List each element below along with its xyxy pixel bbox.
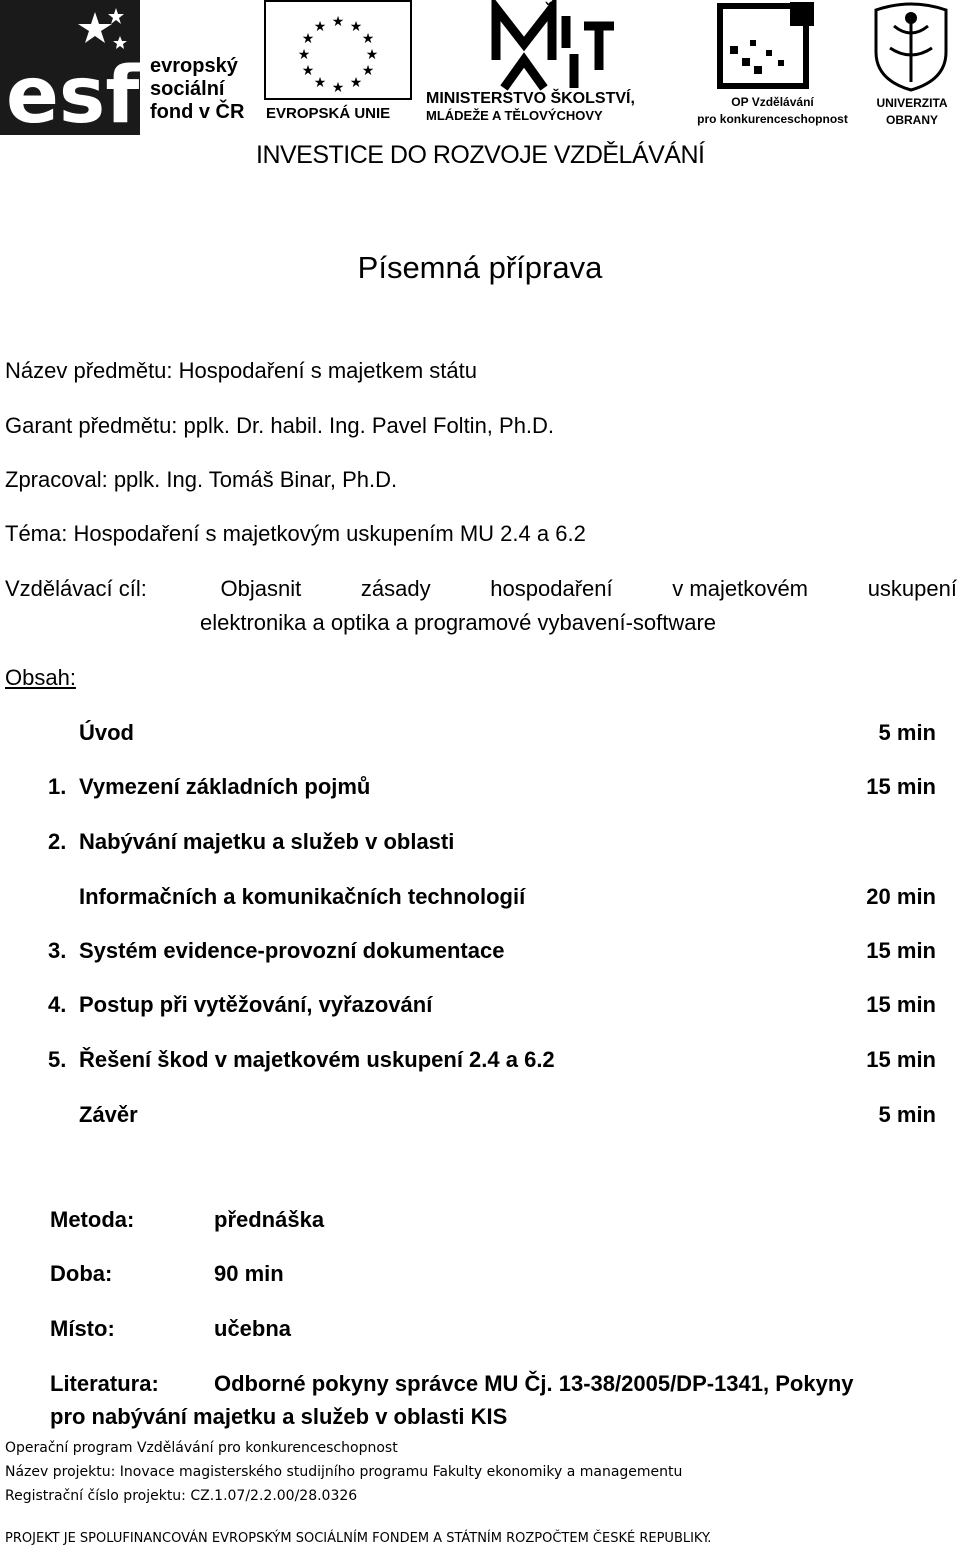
svg-text:★: ★ (313, 19, 327, 35)
item-time: 15 min (866, 1047, 936, 1072)
svg-text:★: ★ (301, 31, 315, 47)
shield-icon (866, 0, 956, 92)
svg-text:★: ★ (365, 47, 379, 63)
item-number: 5. (48, 1047, 67, 1072)
guarantor-line: Garant předmětu: pplk. Dr. habil. Ing. Pavel Foltin, Ph.D. (5, 413, 555, 438)
svg-text:esf: esf (6, 51, 140, 135)
item-time: 5 min (878, 1102, 936, 1127)
svg-text:★: ★ (313, 75, 327, 91)
op-line: pro konkurenceschopnost (697, 112, 848, 126)
investice-banner: INVESTICE DO ROZVOJE VZDĚLÁVÁNÍ (256, 141, 705, 169)
esf-logo-mark (0, 0, 140, 135)
op-text (690, 94, 855, 128)
goal-word: hospodaření (490, 576, 613, 601)
item-text: Vymezení základních pojmů (79, 774, 371, 799)
univerzita-text (866, 95, 958, 129)
svg-text:★: ★ (361, 63, 375, 79)
svg-text:★: ★ (361, 31, 375, 47)
goal-label: Vzdělávací cíl: (5, 576, 147, 601)
goal-word: Objasnit (220, 576, 302, 601)
footer-cofinancing: PROJEKT JE SPOLUFINANCOVÁN EVROPSKÝM SOCIÁLNÍM FONDEM A STÁTNÍM ROZPOČTEM ČESKÉ REPUBLIKY. (5, 1531, 712, 1546)
place-label: Místo: (50, 1316, 115, 1341)
msmt-line: MINISTERSTVO ŠKOLSTVÍ, (426, 90, 635, 107)
univerzita-line: OBRANY (885, 113, 938, 127)
subject-line: Název předmětu: Hospodaření s majetkem státu (5, 358, 478, 383)
duration-label: Doba: (50, 1261, 113, 1286)
item-number: 3. (48, 938, 67, 963)
footer-program: Operační program Vzdělávání pro konkurenceschopnost (5, 1440, 398, 1456)
msmt-mark (424, 0, 684, 92)
literature-line-1: Odborné pokyny správce MU Čj. 13-38/2005/DP-1341, Pokyny (214, 1371, 854, 1396)
goal-word: v majetkovém (672, 576, 809, 601)
msmt-line: MLÁDEŽE A TĚLOVÝCHOVY (426, 108, 603, 123)
goal-line (5, 576, 957, 602)
page-title: Písemná příprava (357, 250, 603, 285)
duration-value: 90 min (214, 1261, 284, 1286)
item-time: 20 min (866, 884, 936, 909)
literature-label: Literatura: (50, 1371, 159, 1396)
svg-text:★: ★ (297, 47, 311, 63)
eu-flag (264, 0, 412, 100)
esf-line: sociální (150, 78, 225, 100)
op-logo (690, 0, 855, 130)
msmt-text (426, 90, 635, 124)
author-line: Zpracoval: pplk. Ing. Tomáš Binar, Ph.D. (5, 467, 398, 492)
item-time: 15 min (866, 938, 936, 963)
eu-logo (264, 0, 414, 130)
item-number: 4. (48, 992, 67, 1017)
goal-word: zásady (360, 576, 431, 601)
item-text: Postup při vytěžování, vyřazování (79, 992, 433, 1017)
item-text: Nabývání majetku a služeb v oblasti (79, 829, 455, 854)
place-value: učebna (214, 1316, 292, 1341)
footer-registration: Registrační číslo projektu: CZ.1.07/2.2.00/28.0326 (5, 1488, 358, 1504)
item-text: Řešení škod v majetkovém uskupení 2.4 a 6.2 (79, 1047, 555, 1072)
goal-line-2: elektronika a optika a programové vybavení-software (200, 610, 717, 635)
footer-project-name: Název projektu: Inovace magisterského studijního programu Fakulty ekonomiky a managementu (5, 1464, 683, 1480)
esf-line: evropský (150, 55, 238, 77)
item-text: Informačních a komunikačních technologií (79, 884, 526, 909)
method-value: přednáška (214, 1207, 325, 1232)
svg-text:★: ★ (301, 63, 315, 79)
eu-text: EVROPSKÁ UNIE (266, 105, 391, 122)
item-text: Úvod (79, 720, 134, 745)
op-line: OP Vzdělávání (731, 95, 814, 109)
item-text: Závěr (79, 1102, 138, 1127)
content-label: Obsah: (5, 665, 76, 690)
univerzita-line: UNIVERZITA (876, 96, 948, 110)
item-time: 15 min (866, 774, 936, 799)
svg-text:★: ★ (331, 14, 345, 30)
msmt-logo (424, 0, 694, 130)
op-mark (690, 0, 840, 92)
svg-text:★: ★ (331, 80, 345, 96)
esf-logo (0, 0, 245, 135)
svg-text:ˇ: ˇ (544, 0, 553, 21)
svg-text:★: ★ (349, 19, 363, 35)
esf-line: fond v ČR (150, 101, 245, 123)
svg-text:★: ★ (349, 75, 363, 91)
item-number: 2. (48, 829, 67, 854)
topic-line: Téma: Hospodaření s majetkovým uskupením MU 2.4 a 6.2 (5, 521, 586, 546)
item-text: Systém evidence-provozní dokumentace (79, 938, 505, 963)
esf-text (150, 55, 244, 124)
goal-word: uskupení (867, 576, 957, 601)
literature-line-2: pro nabývání majetku a služeb v oblasti KIS (50, 1404, 508, 1429)
item-number: 1. (48, 774, 67, 799)
item-time: 15 min (866, 992, 936, 1017)
univerzita-obrany-logo (866, 0, 960, 130)
item-time: 5 min (878, 720, 936, 745)
method-label: Metoda: (50, 1207, 135, 1232)
